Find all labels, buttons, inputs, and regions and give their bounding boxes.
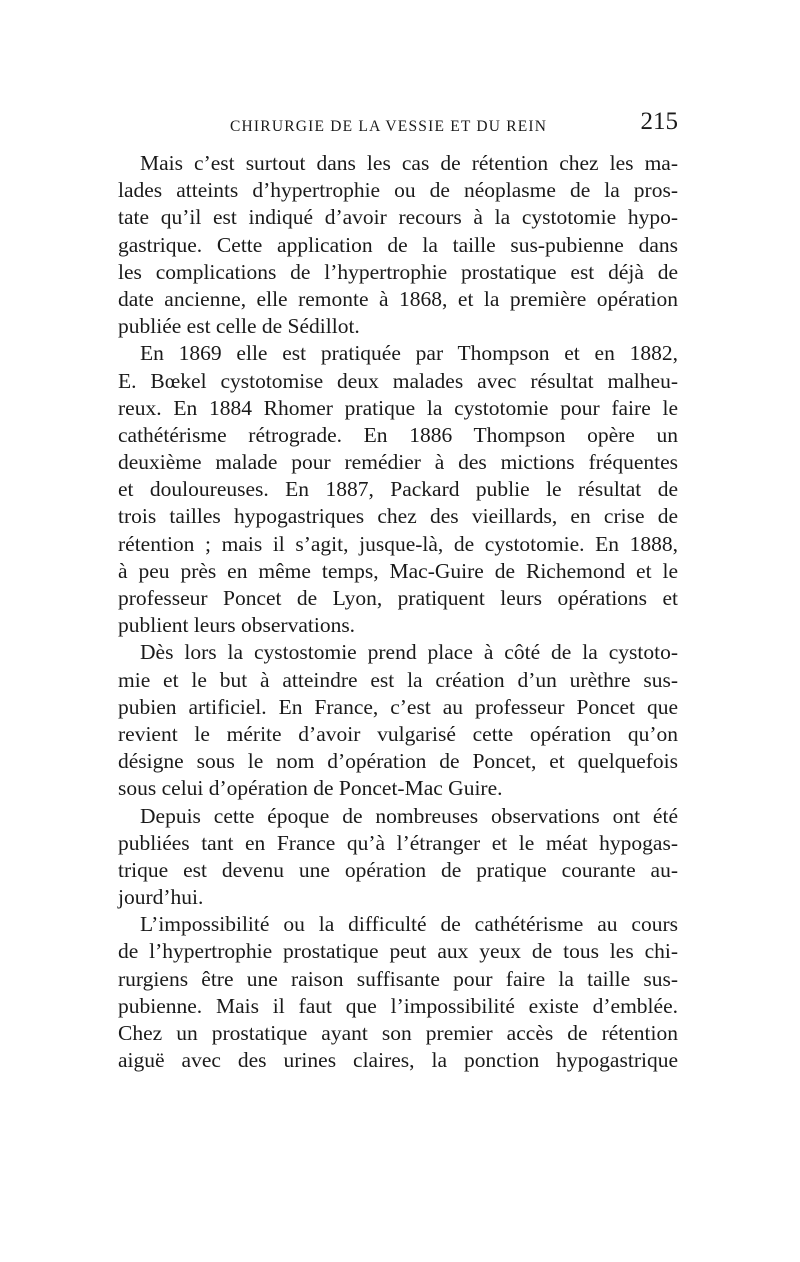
paragraph-1: [118, 150, 678, 340]
text-line: Mais c’est surtout dans les cas de rétention chez les ma-: [140, 151, 678, 175]
text-line: Dès lors la cystostomie prend place à côté de la cystoto-: [140, 640, 678, 665]
text-line: sous celui d’opération de Poncet-Mac Guire.: [118, 776, 503, 801]
text-line: Depuis cette époque de nombreuses observations ont été: [140, 803, 678, 828]
text-line: jourd’hui.: [118, 885, 204, 910]
text-line: aiguë avec des urines claires, la ponction hypogastrique: [118, 1048, 678, 1073]
text-line: pubienne. Mais il faut que l’impossibilité existe d’emblée.: [118, 993, 678, 1018]
text-line: L’impossibilité ou la difficulté de cathétérisme au cours: [140, 912, 678, 937]
text-line: les complications de l’hypertrophie prostatique est déjà de: [118, 259, 678, 284]
text-line: tate qu’il est indiqué d’avoir recours à la cystotomie hypo-: [118, 205, 678, 230]
body-text: [118, 150, 678, 1074]
text-line: cathétérisme rétrograde. En 1886 Thompson opère un: [118, 422, 678, 447]
paragraph-3: [118, 639, 678, 802]
text-line: revient le mérite d’avoir vulgarisé cette opération qu’on: [118, 721, 678, 746]
text-line: publiées tant en France qu’à l’étranger et le méat hypogas-: [118, 830, 678, 855]
text-line: désigne sous le nom d’opération de Poncet, et quelquefois: [118, 749, 678, 774]
text-line: En 1869 elle est pratiquée par Thompson et en 1882,: [140, 341, 678, 366]
paragraph-2: [118, 340, 678, 639]
text-line: et douloureuses. En 1887, Packard publie le résultat de: [118, 477, 678, 502]
paragraph-4: [118, 803, 678, 912]
text-line: gastrique. Cette application de la taille sus-pubienne dans: [118, 232, 678, 257]
running-title: CHIRURGIE DE LA VESSIE ET DU REIN: [230, 118, 548, 135]
paragraph-5: [118, 911, 678, 1074]
text-line: publiée est celle de Sédillot.: [118, 314, 360, 339]
text-line: Chez un prostatique ayant son premier accès de rétention: [118, 1021, 678, 1045]
text-line: reux. En 1884 Rhomer pratique la cystotomie pour faire le: [118, 395, 678, 420]
text-line: trique est devenu une opération de pratique courante au-: [118, 857, 678, 882]
text-line: mie et le but à atteindre est la création d’un urèthre sus-: [118, 667, 678, 692]
text-line: lades atteints d’hypertrophie ou de néoplasme de la pros-: [118, 178, 678, 203]
text-line: professeur Poncet de Lyon, pratiquent leurs opérations et: [118, 586, 678, 610]
running-head: [118, 108, 678, 142]
text-line: de l’hypertrophie prostatique peut aux yeux de tous les chi-: [118, 939, 678, 964]
text-line: trois tailles hypogastriques chez des vieillards, en crise de: [118, 504, 678, 529]
text-line: E. Bœkel cystotomise deux malades avec résultat malheu-: [118, 368, 678, 393]
page-number: 215: [640, 108, 678, 135]
text-line: pubien artificiel. En France, c’est au professeur Poncet que: [118, 694, 678, 719]
text-line: deuxième malade pour remédier à des mictions fréquentes: [118, 450, 678, 475]
text-line: date ancienne, elle remonte à 1868, et la première opération: [118, 286, 678, 311]
text-line: rétention ; mais il s’agit, jusque-là, de cystotomie. En 1888,: [118, 531, 678, 556]
text-line: à peu près en même temps, Mac-Guire de Richemond et le: [118, 558, 678, 583]
text-line: rurgiens être une raison suffisante pour faire la taille sus-: [118, 966, 678, 991]
text-line: publient leurs observations.: [118, 613, 356, 638]
